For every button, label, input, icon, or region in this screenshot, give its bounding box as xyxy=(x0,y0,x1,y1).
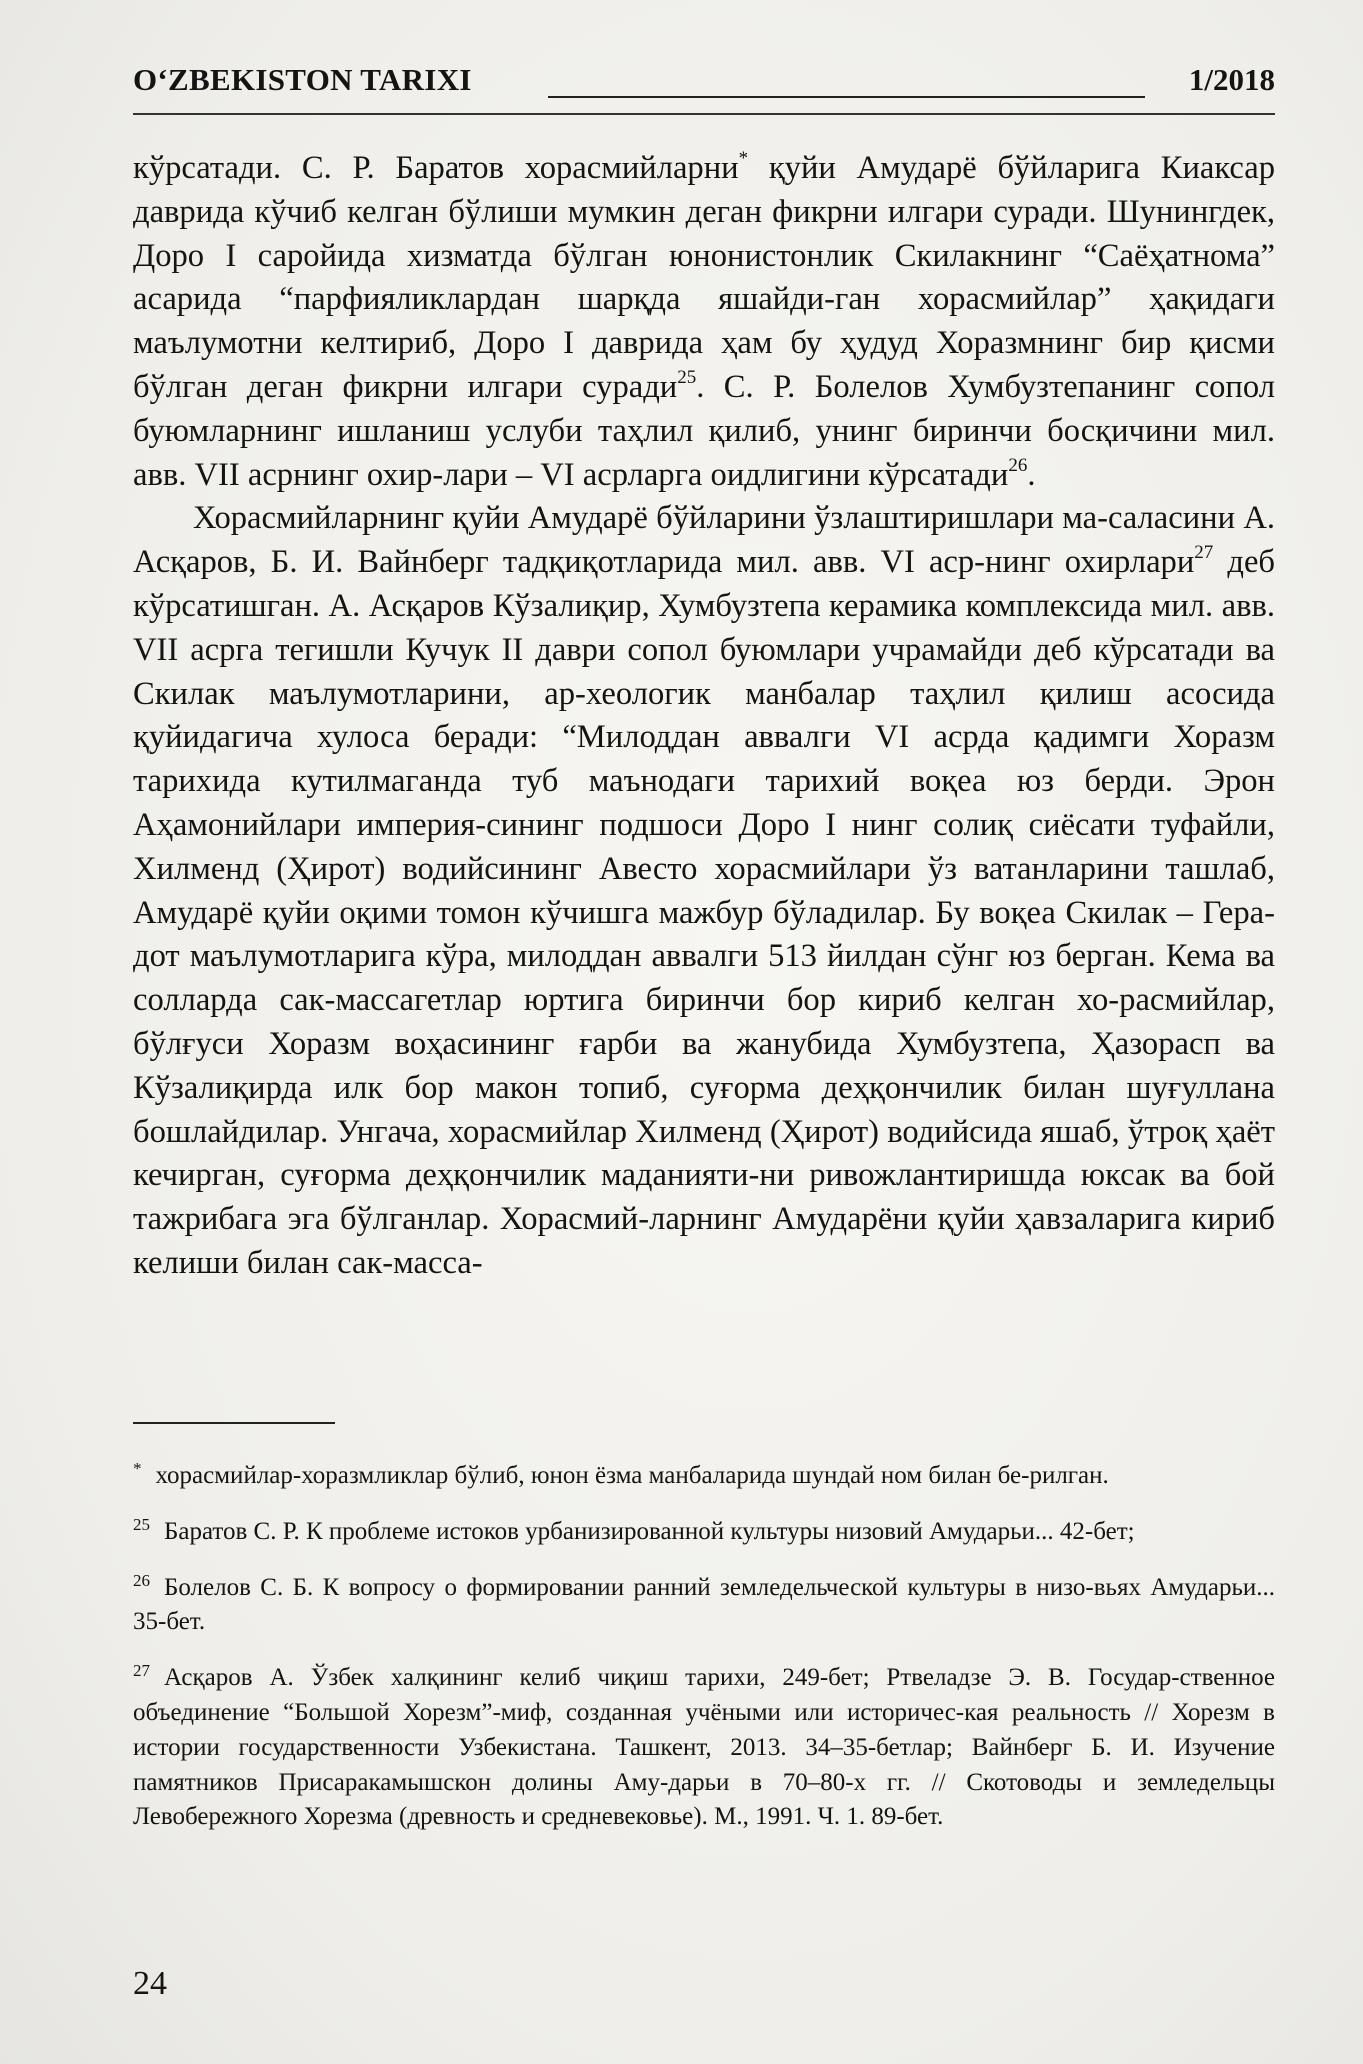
paragraph-1-part-2: қуйи Амударё бўйларига Киаксар даврида кўчиб келган бўлиши мумкин деган фикрни илгари суради. Шунингдек, Доро I саройида хизматда бўлган юнонистонлик Скилакнинг “Саёҳатнома” асарида “парфияликлардан шарқда яшайди-ган хорасмийлар” ҳақидаги маълумотни келтириб, Доро I даврида ҳам бу ҳудуд Хоразмнинг бир қисми бўлган деган фикрни илгари суради xyxy=(133,150,1275,405)
issue-number: 1/2018 xyxy=(1188,62,1275,97)
footnote-text: Асқаров А. Ўзбек халқининг келиб чиқиш тарихи, 249-бет; Ртвеладзе Э. В. Государ-ственное объединение “Большой Хорезм”-миф, созданная учёными или историчес-кая реальность // Хорезм в истории государственности Узбекистана. Ташкент, 2013. 34–35-бетлар; Вайнберг Б. И. Изучение памятников Присаракамышскон долины Аму-дарьи в 70–80-х гг. // Скотоводы и земледельцы Левобережного Хорезма (древность и средневековье). М., 1991. Ч. 1. 89-бет. xyxy=(133,1664,1275,1831)
page-number: 24 xyxy=(133,1965,167,2002)
footnote-27 xyxy=(133,1654,1275,1835)
footnote-25 xyxy=(133,1508,1275,1550)
footnote-text: Баратов С. Р. К проблеме истоков урбанизированной культуры низовий Амударьи... 42-бет; xyxy=(164,1517,1135,1545)
footnotes xyxy=(133,1452,1275,1849)
running-header xyxy=(133,62,1275,102)
paragraph-2-part-2: деб кўрсатишган. А. Асқаров Кўзалиқир, Хумбузтепа керамика комплексида мил. авв. VII асрга тегишли Кучук II даври сопол буюмлари учрамайди деб кўрсатади ва Скилак маълумотларини, ар-хеологик манбалар таҳлил қилиш асосида қуйидагича хулоса беради: “Милоддан аввалги VI асрда қадимги Хоразм тарихида кутилмаганда туб маънодаги тарихий воқеа юз берди. Эрон Аҳамонийлари империя-сининг подшоси Доро I нинг солиқ сиёсати туфайли, Хилменд (Ҳирот) водийсининг Авесто хорасмийлари ўз ватанларини ташлаб, Амударё қуйи оқими томон кўчишга мажбур бўладилар. Бу воқеа Скилак – Гера-дот маълумотларига кўра, милоддан аввалги 513 йилдан сўнг юз берган. Кема ва солларда сак-массагетлар юртига биринчи бор кириб келган хо-расмийлар, бўлғуси Хоразм воҳасининг ғарби ва жанубида Хумбузтепа, Ҳазорасп ва Кўзалиқирда илк бор макон топиб, суғорма деҳқончилик билан шуғуллана бошлайдилар. Унгача, хорасмийлар Хилменд (Ҳирот) водийсида яшаб, ўтроқ ҳаёт кечирган, суғорма деҳқончилик маданияти-ни ривожлантиришда юксак ва бой тажрибага эга бўлганлар. Хорасмий-ларнинг Амударёни қуйи ҳавзаларига кириб келиши билан сак-масса- xyxy=(133,544,1275,1281)
footnote-text: хорасмийлар-хоразмликлар бўлиб, юнон ёзма манбаларида шундай ном билан бе-рилган. xyxy=(155,1462,1109,1489)
footnote-mark: 26 xyxy=(133,1570,150,1590)
main-text xyxy=(133,147,1275,1286)
footnote-text: Болелов С. Б. К вопросу о формировании ранний земледельческой культуры в низо-вьях Амударьи... 35-бет. xyxy=(133,1573,1275,1636)
footnote-separator xyxy=(133,1422,335,1424)
footnote-mark: * xyxy=(133,1459,142,1478)
paragraph-1-part-4: . xyxy=(1027,456,1036,493)
footnote-star xyxy=(133,1452,1275,1494)
paragraph-1-part-1: кўрсатади. С. Р. Баратов хорасмийларни xyxy=(133,150,739,186)
footnote-mark: 25 xyxy=(133,1514,150,1534)
footnote-26 xyxy=(133,1564,1275,1641)
header-divider xyxy=(133,113,1275,115)
footnote-ref-26: 26 xyxy=(1008,454,1028,476)
footnote-star-ref: * xyxy=(738,148,749,169)
footnote-ref-27: 27 xyxy=(1194,542,1214,564)
paragraph-2 xyxy=(133,497,1275,1285)
footnote-ref-25: 25 xyxy=(677,366,697,388)
paragraph-1-part-3: . С. Р. Болелов Хумбузтепанинг сопол буюмларнинг ишланиш услуби таҳлил қилиб, унинг биринчи босқичини мил. авв. VII асрнинг охир-лари – VI асрларга оидлигини кўрсатади xyxy=(133,368,1275,493)
paragraph-2-part-1: Хорасмийларнинг қуйи Амударё бўйларини ўзлаштиришлари ма-саласини А. Асқаров, Б. И. Вайнберг тадқиқотларида мил. авв. VI аср-нинг охирлари xyxy=(133,500,1275,581)
paragraph-1 xyxy=(133,147,1275,497)
header-rule xyxy=(548,96,1145,98)
footnote-mark: 27 xyxy=(133,1661,150,1681)
journal-title: O‘ZBEKISTON TARIXI xyxy=(133,62,472,97)
